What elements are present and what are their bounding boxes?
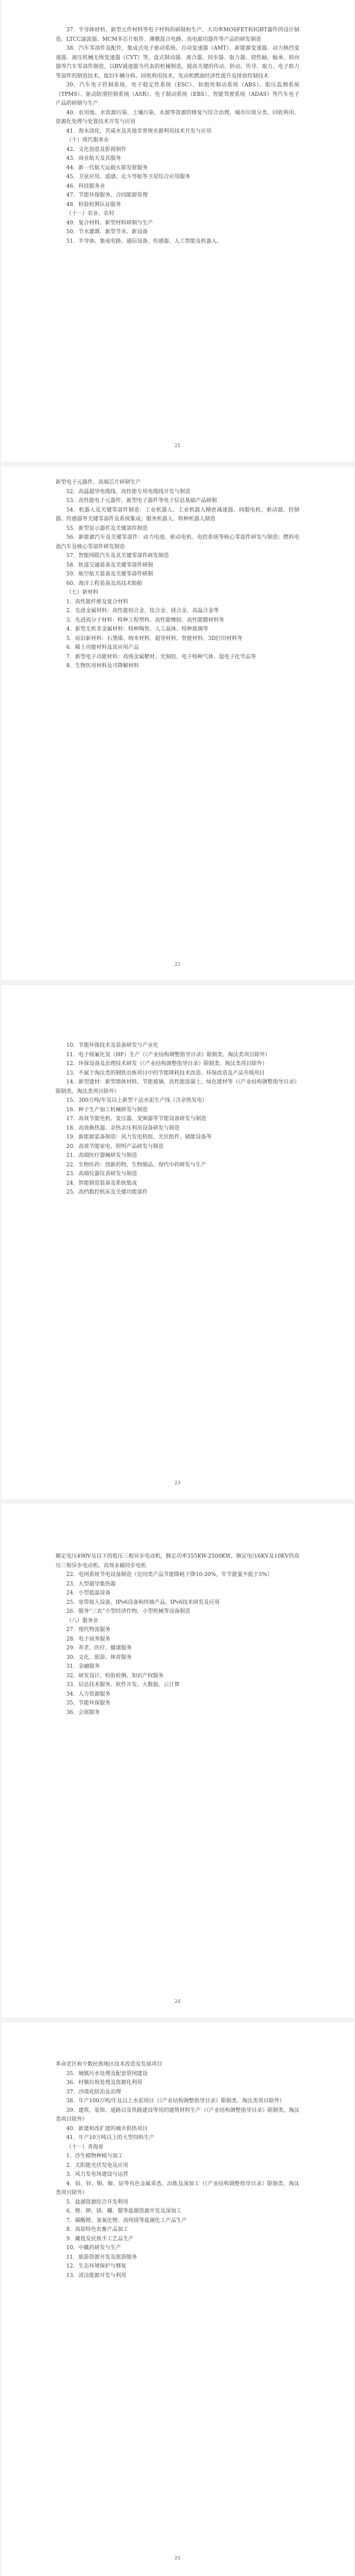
- paragraph: 3．先进高分子材料：特种工程塑料、高性能橡胶、高性能膜材料等: [66, 617, 224, 623]
- paragraph: 26．服务“三农”小型经济作物、小型机械等设备制造: [66, 1609, 191, 1615]
- paragraph: 24．小型低温设备: [66, 1590, 111, 1596]
- paragraph: 4．铅、锌、铜、镍、钴等有色金属采选、冶炼及深加工（《产业结构调整指导目录》限制类、淘汰类项目除外）: [56, 2181, 299, 2196]
- paragraph: 50．节水灌溉、新型节水、新设备: [66, 229, 148, 235]
- paragraph: 5．前沿新材料：石墨烯、纳米材料、超导材料、智能材料、3D打印材料等: [66, 635, 243, 642]
- paragraph: 38．年产100万吨/年及以上水泥项目（《产业结构调整指导目录》限制类、淘汰类项目除外）: [66, 2098, 285, 2104]
- paragraph: 23．高端仪器仪表研发与制造: [66, 1171, 137, 1177]
- paragraph: 59．航空航天装备及关键零部件研制: [66, 571, 153, 577]
- paragraph: 40．农用地、水资源污染、土壤污染、水源等资源的修复与综合治理，城市垃圾分类、回收利用、资源化处理与处置技术开发与应用: [56, 110, 299, 125]
- paragraph: 27．现代物流服务: [66, 1627, 111, 1633]
- paragraph: （七）新材料: [66, 590, 99, 596]
- paragraph: 19．新能源装备制造：风力发电机组、光伏组件、储能设备等: [66, 1134, 212, 1140]
- paragraph: 22．生物医药：创新药物、生物制品、现代中药研发与生产: [66, 1162, 206, 1168]
- paragraph: 17．高效节能电机、变压器、变频器等节能设备研发与制造: [66, 1116, 206, 1122]
- paragraph: 35．节能环保服务: [66, 1700, 111, 1706]
- paragraph: 12．生态环境保护与修复: [66, 2263, 127, 2269]
- paragraph: 新型电子元器件、高端芯片研制生产: [56, 480, 141, 485]
- paragraph: 8．生物医用材料及可降解材料: [66, 663, 139, 669]
- page-number: 22: [174, 961, 181, 967]
- paragraph: 37．沙漠化防治及治理: [66, 2089, 121, 2095]
- paragraph: （十一）农业、农村: [66, 211, 115, 217]
- paragraph: 8．高原特色农畜产品加工: [66, 2227, 128, 2233]
- paragraph: 1．高性能纤维及复合材料: [66, 599, 128, 605]
- paragraph: （八）服务业: [66, 1617, 99, 1624]
- paragraph: 革命老区和少数民族地区技术改造及发展项目: [56, 2062, 163, 2067]
- paragraph: 46．科技服务业: [66, 183, 105, 189]
- paragraph: 43．商业航天及其服务: [66, 156, 121, 162]
- paragraph: 20．高效节能家电、照明产品研发与制造: [66, 1143, 164, 1150]
- paragraph: 41．年产10万吨以上的大型饲料生产: [66, 2135, 154, 2141]
- paragraph: 22．电网系统节电设备制造（比同类产品节能降耗下降10-20%，年节能量不低于5%）: [66, 1572, 273, 1578]
- paragraph: 1．沙生植物种植与加工: [66, 2153, 123, 2159]
- paragraph: 3．风力发电场建设与运营: [66, 2172, 128, 2178]
- document-page-4: [1, 1504, 354, 2018]
- paragraph: 31．金融服务: [66, 1664, 100, 1670]
- document-page-3: [1, 985, 354, 1499]
- paragraph: 33．信息技术服务、软件开发、大数据、云计算: [66, 1682, 180, 1688]
- paragraph: 额定电压490V及以下的低压三相异步电动机，额定功率355KW-2500KW，额定电压6KV及10KV的高压三相异步电动机，高效永磁同步电机: [56, 1554, 299, 1569]
- paragraph: 7．新型电子功能材料：高纯金属靶材、光刻胶、电子特种气体、湿电子化学品等: [66, 654, 256, 660]
- paragraph: 58．轨道交通装备及关键零部件研制: [66, 562, 153, 568]
- paragraph: 2．太阳能光伏发电及应用: [66, 2162, 128, 2169]
- paragraph: 55．新型显示器件及关键部件制造: [66, 525, 148, 532]
- paragraph: 16．种子生产加工机械研发与制造: [66, 1107, 148, 1113]
- page-number: 23: [174, 1480, 181, 1485]
- paragraph: 11．旅游资源开发及旅游服务: [66, 2254, 137, 2260]
- paragraph: 6．稀土功能材料及其应用产品: [66, 645, 139, 651]
- paragraph: 25．高档数控机床及关键功能部件: [66, 1189, 148, 1195]
- document-page-2: [1, 467, 354, 980]
- paragraph: 48．检验检测认证服务: [66, 201, 121, 208]
- paragraph: 11．电子级氟化氢（HF）生产（《产业结构调整指导目录》限制类、淘汰类项目除外）: [66, 1051, 271, 1058]
- paragraph: 32．研发设计、检验检测、知识产权服务: [66, 1673, 164, 1679]
- paragraph: 10．节能环保技术及装备研发与产业化: [66, 1043, 159, 1049]
- paragraph: 4．新型无机非金属材料：特种陶瓷、人工晶体、特种玻璃等: [66, 626, 208, 632]
- paragraph: 30．文化、旅游、体育服务: [66, 1654, 132, 1661]
- paragraph: 14．新型建材：新型墙体材料、节能玻璃、高性能混凝土、绿色建材等（《产业结构调整指导目录》限制类、淘汰类项目除外）: [56, 1079, 299, 1095]
- paragraph: 7．碳酸锂、氢氧化锂、高纯镁等盐湖化工产品生产: [66, 2217, 187, 2224]
- paragraph: 42．文化创意及影视制作: [66, 146, 127, 153]
- paragraph: 10．中藏药研发与生产: [66, 2245, 121, 2251]
- page-number: 25: [174, 2555, 181, 2561]
- page-body: [56, 26, 299, 246]
- paragraph: 52．高温超导电缆线、高性能专用电缆线开发与制造: [66, 488, 191, 495]
- paragraph: 45．卫星应用、遥感、北斗导航等卫星综合应用服务: [66, 174, 191, 180]
- paragraph: 25．宽带接入设备、IPv6设备和终端产品，IPv6技术研发及应用: [66, 1599, 220, 1606]
- paragraph: 35．城镇污水处理及配套管网建设: [66, 2070, 148, 2077]
- paragraph: 15．300万吨/年及以上新型干法水泥生产线（含余热发电）: [66, 1098, 208, 1104]
- paragraph: 21．高端医疗器械研发与制造: [66, 1153, 137, 1159]
- paragraph: 56．新能源汽车及关键零部件：动力电池、驱动电机、电控系统等核心零部件研发与制造；燃料电池汽车及核心零部件研发制造: [56, 535, 299, 550]
- page-body: [56, 478, 299, 671]
- paragraph: （十）现代服务业: [66, 137, 109, 143]
- paragraph: 36．会展服务: [66, 1709, 100, 1716]
- paragraph: 49．复合材料、新型材料研制与生产: [66, 220, 153, 226]
- page-body: [56, 1041, 299, 1198]
- paragraph: 39．汽车电子控制系统，电子稳定性系统（ESC）、防抱死制动系统（ABS）、胎压监测系统（TPMS）、驱动防滑控制系统（ASR）、电子制动系统（EBS）、智能驾驶系统（ADAS）等汽车电子产品的研制与生产: [56, 82, 299, 107]
- paragraph: 57．智能网联汽车及其关键零部件研发制造: [66, 553, 169, 559]
- paragraph: 18．高效换热器、余热余压利用设备研发与制造: [66, 1125, 180, 1131]
- paragraph: 12．环保设备及治理技术研发（《产业结构调整指导目录》限制类、淘汰类项目除外）: [66, 1061, 267, 1067]
- paragraph: 47．节能环保服务、合同能源管理: [66, 192, 148, 198]
- paragraph: 40．新建和改扩建的城市供热项目: [66, 2125, 148, 2132]
- paragraph: 53．高性能电子元器件、新型电子器件等电子信息基础产品研制: [66, 498, 217, 504]
- paragraph: 13．不属于淘汰类的钢铁冶炼项目中的节能降耗技术改造、环保改造及产品升级项目: [66, 1070, 265, 1076]
- paragraph: 24．智能制造装备及系统集成: [66, 1180, 137, 1186]
- page-number: 21: [174, 443, 181, 448]
- paragraph: 38．汽车零部件及配件，集成式电子驱动系统、自动变速器（AMT）、新能源变速器、动力换挡变速器、液压机械无级变速器（CVT）等，盘式制动器、离合器、同步器、取力器、挠性轴、轴承、转向器等汽车零部件制造，以RV减速器为代表的机械制造，提高关键的传动、转动、传导、取力、电子助力等部件的制造技术，废旧车辆分拆、回收利用技术，发动机燃油经济性提升及排放控制技术: [56, 46, 299, 79]
- paragraph: 2．先进金属材料：高性能铝合金、钛合金、镁合金、高温合金等: [66, 608, 219, 614]
- paragraph: 54．机器人及关键零部件制造：工业机器人、工业机器人精密减速器、伺服电机、驱动器、控制器、传感器等关键零部件及系统集成；服务机器人、特种机器人制造: [56, 507, 299, 522]
- paragraph: 13．清洁能源开发与利用: [66, 2272, 127, 2279]
- paragraph: 41．海水淡化、苦咸水及其他非常规水源利用技术开发与应用: [66, 128, 212, 134]
- paragraph: 23．大型超导集热器: [66, 1581, 116, 1587]
- page-number: 24: [174, 1999, 181, 2004]
- paragraph: 51．半导体、集成电路、通信设备、传感器、人工智能及机器人、: [66, 238, 222, 245]
- paragraph: 44．新一代航天运载火箭发射服务: [66, 165, 148, 171]
- paragraph: 39．建筑、装饰、道路以及铁路建设等用的建筑材料生产（《产业结构调整指导目录》限制类、淘汰类项目除外）: [56, 2107, 299, 2122]
- paragraph: 37．半导体材料、新型元件材料等电子材料的研制和生产，大功率MOSFET和IGBT器件的设计制造，LTCC滤波器、MCM多芯片组件、薄膜混合电路、高电源功器件等产品的研发制造: [56, 27, 299, 43]
- paragraph: 28．电子商务服务: [66, 1636, 111, 1642]
- paragraph: 5．盐湖资源综合开发利用: [66, 2199, 128, 2205]
- paragraph: 36．村镇垃圾处理及资源化利用: [66, 2080, 143, 2086]
- paragraph: 6．锂、钾、镁、硼、锶等盐湖资源开发及深加工: [66, 2208, 182, 2214]
- page-body: [56, 1552, 299, 1718]
- document-page-1: [1, 0, 354, 462]
- page-body: [56, 2060, 299, 2281]
- paragraph: 34．人力资源服务: [66, 1691, 111, 1697]
- document-page-5: [1, 2022, 354, 2576]
- paragraph: 60．海洋工程装备及高技术船舶: [66, 580, 143, 587]
- paragraph: 9．藏毯及民族手工艺品生产: [66, 2236, 134, 2242]
- paragraph: （十一）青海省: [66, 2144, 104, 2150]
- paragraph: 29．养老、医疗、健康服务: [66, 1645, 132, 1651]
